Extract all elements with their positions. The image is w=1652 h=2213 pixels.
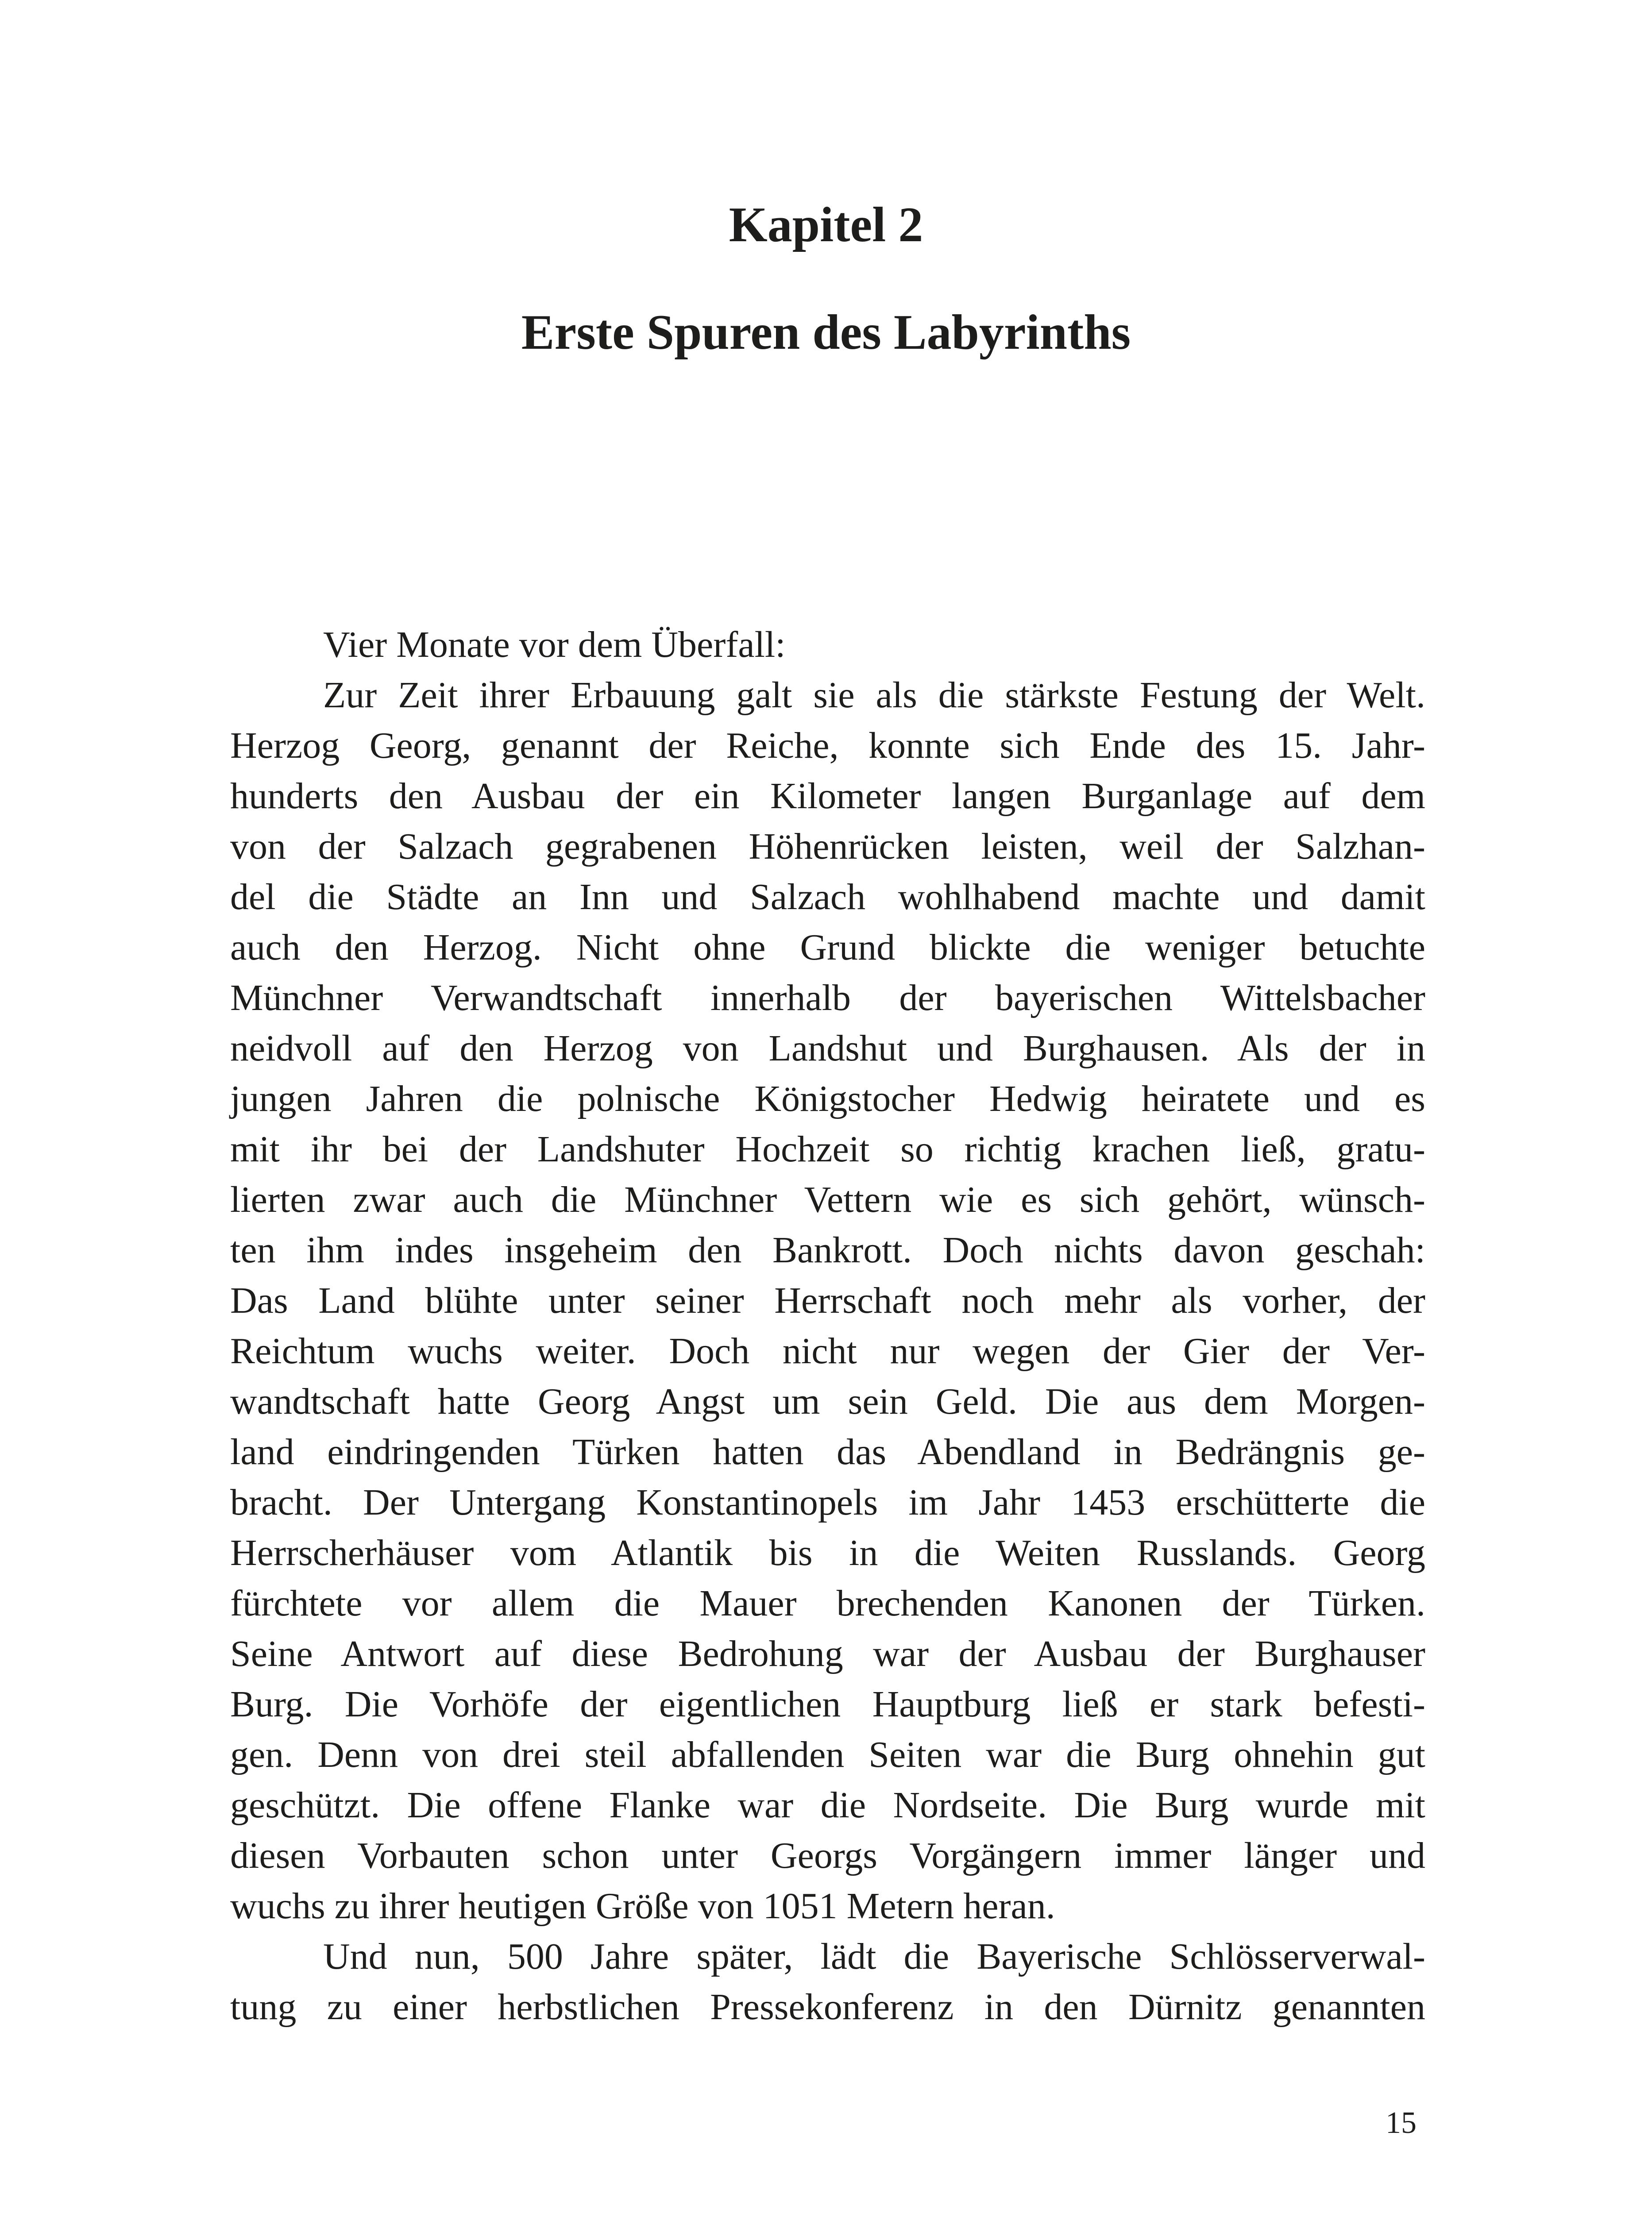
text-line: Und nun, 500 Jahre später, lädt die Bayerische Schlösserverwal- [323,1936,1425,1977]
text-line: hunderts den Ausbau der ein Kilometer langen Burganlage auf dem [230,775,1425,817]
chapter-number: Kapitel 2 [729,197,923,252]
text-line: Seine Antwort auf diese Bedrohung war der Ausbau der Burghauser [230,1633,1425,1674]
text-line: Herrscherhäuser vom Atlantik bis in die Weiten Russlands. Georg [230,1532,1425,1573]
text-line: Zur Zeit ihrer Erbauung galt sie als die stärkste Festung der Welt. [323,675,1425,716]
page-number: 15 [1386,2106,1417,2140]
text-line: bracht. Der Untergang Konstantinopels im Jahr 1453 erschütterte die [230,1482,1425,1523]
text-line: Das Land blühte unter seiner Herrschaft noch mehr als vorher, der [230,1280,1425,1321]
text-line: wuchs zu ihrer heutigen Größe von 1051 Metern heran. [230,1885,1055,1927]
text-line: jungen Jahren die polnische Königstocher Hedwig heiratete und es [230,1078,1425,1119]
text-line: Burg. Die Vorhöfe der eigentlichen Hauptburg ließ er stark befesti- [230,1684,1425,1725]
text-line: del die Städte an Inn und Salzach wohlhabend machte und damit [230,876,1425,918]
text-line: land eindringenden Türken hatten das Abendland in Bedrängnis ge- [230,1431,1425,1473]
body-text [230,620,1425,2032]
text-line: von der Salzach gegrabenen Höhenrücken leisten, weil der Salzhan- [230,826,1425,867]
text-line: ten ihm indes insgeheim den Bankrott. Doch nichts davon geschah: [230,1230,1425,1271]
text-line: wandtschaft hatte Georg Angst um sein Geld. Die aus dem Morgen- [230,1381,1425,1422]
text-line: Reichtum wuchs weiter. Doch nicht nur wegen der Gier der Ver- [230,1330,1425,1372]
text-line: diesen Vorbauten schon unter Georgs Vorgängern immer länger und [230,1835,1425,1876]
text-line: tung zu einer herbstlichen Pressekonferenz in den Dürnitz genannten [230,1986,1425,2028]
text-line: gen. Denn von drei steil abfallenden Seiten war die Burg ohnehin gut [230,1734,1425,1775]
text-line: Vier Monate vor dem Überfall: [323,624,786,665]
text-line: fürchtete vor allem die Mauer brechenden Kanonen der Türken. [230,1583,1425,1624]
text-line: Münchner Verwandtschaft innerhalb der bayerischen Wittelsbacher [230,977,1425,1018]
text-line: geschützt. Die offene Flanke war die Nordseite. Die Burg wurde mit [230,1785,1425,1826]
text-line: neidvoll auf den Herzog von Landshut und Burghausen. Als der in [230,1028,1425,1069]
text-line: lierten zwar auch die Münchner Vettern wie es sich gehört, wünsch- [230,1179,1425,1220]
text-line: mit ihr bei der Landshuter Hochzeit so richtig krachen ließ, gratu- [230,1129,1425,1170]
text-line: Herzog Georg, genannt der Reiche, konnte sich Ende des 15. Jahr- [230,725,1425,766]
text-line: auch den Herzog. Nicht ohne Grund blickte die weniger betuchte [230,927,1425,968]
chapter-title: Erste Spuren des Labyrinths [521,305,1131,360]
